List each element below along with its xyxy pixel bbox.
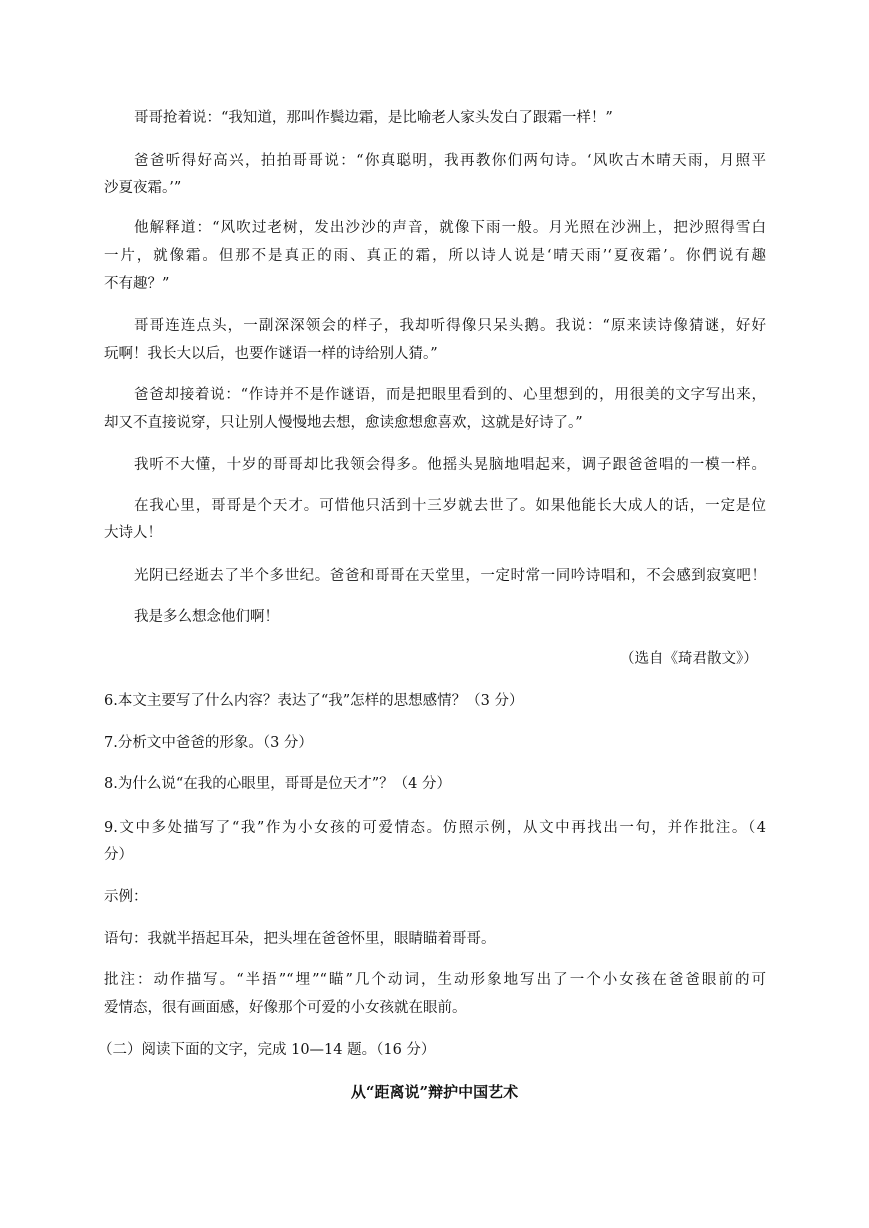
story-paragraph-7-line-1: 在我心里，哥哥是个天才。可惜他只活到十三岁就去世了。如果他能长大成人的话，一定是位: [134, 498, 766, 514]
question-8: 8.为什么说“在我的心眼里，哥哥是位天才”？（4 分）: [104, 776, 451, 792]
section-2-title: 从“距离说”辩护中国艺术: [350, 1083, 519, 1101]
story-source: （选自《琦君散文》）: [620, 651, 758, 667]
story-paragraph-1-line-1: 哥哥抢着说：“我知道，那叫作鬓边霜，是比喻老人家头发白了跟霜一样！”: [134, 110, 613, 126]
story-paragraph-7-line-2: 大诗人！: [104, 525, 162, 541]
question-9-line-2: 分）: [104, 847, 133, 863]
section-2-heading: （二）阅读下面的文字，完成 10—14 题。（16 分）: [98, 1042, 436, 1058]
story-paragraph-6-line-1: 我听不大懂，十岁的哥哥却比我领会得多。他摇头晃脑地唱起来，调子跟爸爸唱的一模一样。: [134, 457, 766, 473]
question-6: 6.本文主要写了什么内容？表达了“我”怎样的思想感情？（3 分）: [104, 693, 524, 709]
story-paragraph-2-line-1: 爸爸听得好高兴，拍拍哥哥说：“你真聪明，我再教你们两句诗。‘风吹古木晴天雨，月照平: [134, 153, 766, 169]
story-paragraph-4-line-2: 玩啊！我长大以后，也要作谜语一样的诗给别人猜。”: [104, 346, 438, 362]
story-paragraph-3-line-3: 不有趣？”: [104, 276, 170, 292]
story-paragraph-3-line-2: 一片，就像霜。但那不是真正的雨、真正的霜，所以诗人说是‘晴天雨’‘夏夜霜’。你們说有趣: [104, 248, 766, 264]
question-7: 7.分析文中爸爸的形象。（3 分）: [104, 735, 313, 751]
story-paragraph-8-line-1: 光阴已经逝去了半个多世纪。爸爸和哥哥在天堂里，一定时常一同吟诗唱和，不会感到寂寞吧！: [134, 568, 766, 584]
example-sentence: 语句：我就半捂起耳朵，把头埋在爸爸怀里，眼睛瞄着哥哥。: [104, 931, 496, 947]
story-paragraph-9-line-1: 我是多么想念他们啊！: [134, 609, 279, 625]
story-paragraph-3-line-1: 他解释道：“风吹过老树，发出沙沙的声音，就像下雨一般。月光照在沙洲上，把沙照得雪白: [134, 220, 766, 236]
example-label: 示例：: [104, 889, 148, 905]
story-paragraph-2-line-2: 沙夏夜霜。’”: [104, 180, 182, 196]
question-9-line-1: 9.文中多处描写了“我”作为小女孩的可爱情态。仿照示例，从文中再找出一句，并作批注。（4: [104, 820, 766, 836]
story-paragraph-5-line-1: 爸爸却接着说：“作诗并不是作谜语，而是把眼里看到的、心里想到的，用很美的文字写出来，: [134, 387, 766, 403]
story-paragraph-4-line-1: 哥哥连连点头，一副深深领会的样子，我却听得像只呆头鹅。我说：“原来读诗像猜谜，好好: [134, 318, 766, 334]
example-note-line-1: 批注：动作描写。“半捂”“埋”“瞄”几个动词，生动形象地写出了一个小女孩在爸爸眼前的可: [104, 972, 766, 988]
story-paragraph-5-line-2: 却又不直接说穿，只让别人慢慢地去想，愈读愈想愈喜欢，这就是好诗了。”: [104, 415, 583, 431]
example-note-line-2: 爱情态，很有画面感，好像那个可爱的小女孩就在眼前。: [104, 1000, 467, 1016]
